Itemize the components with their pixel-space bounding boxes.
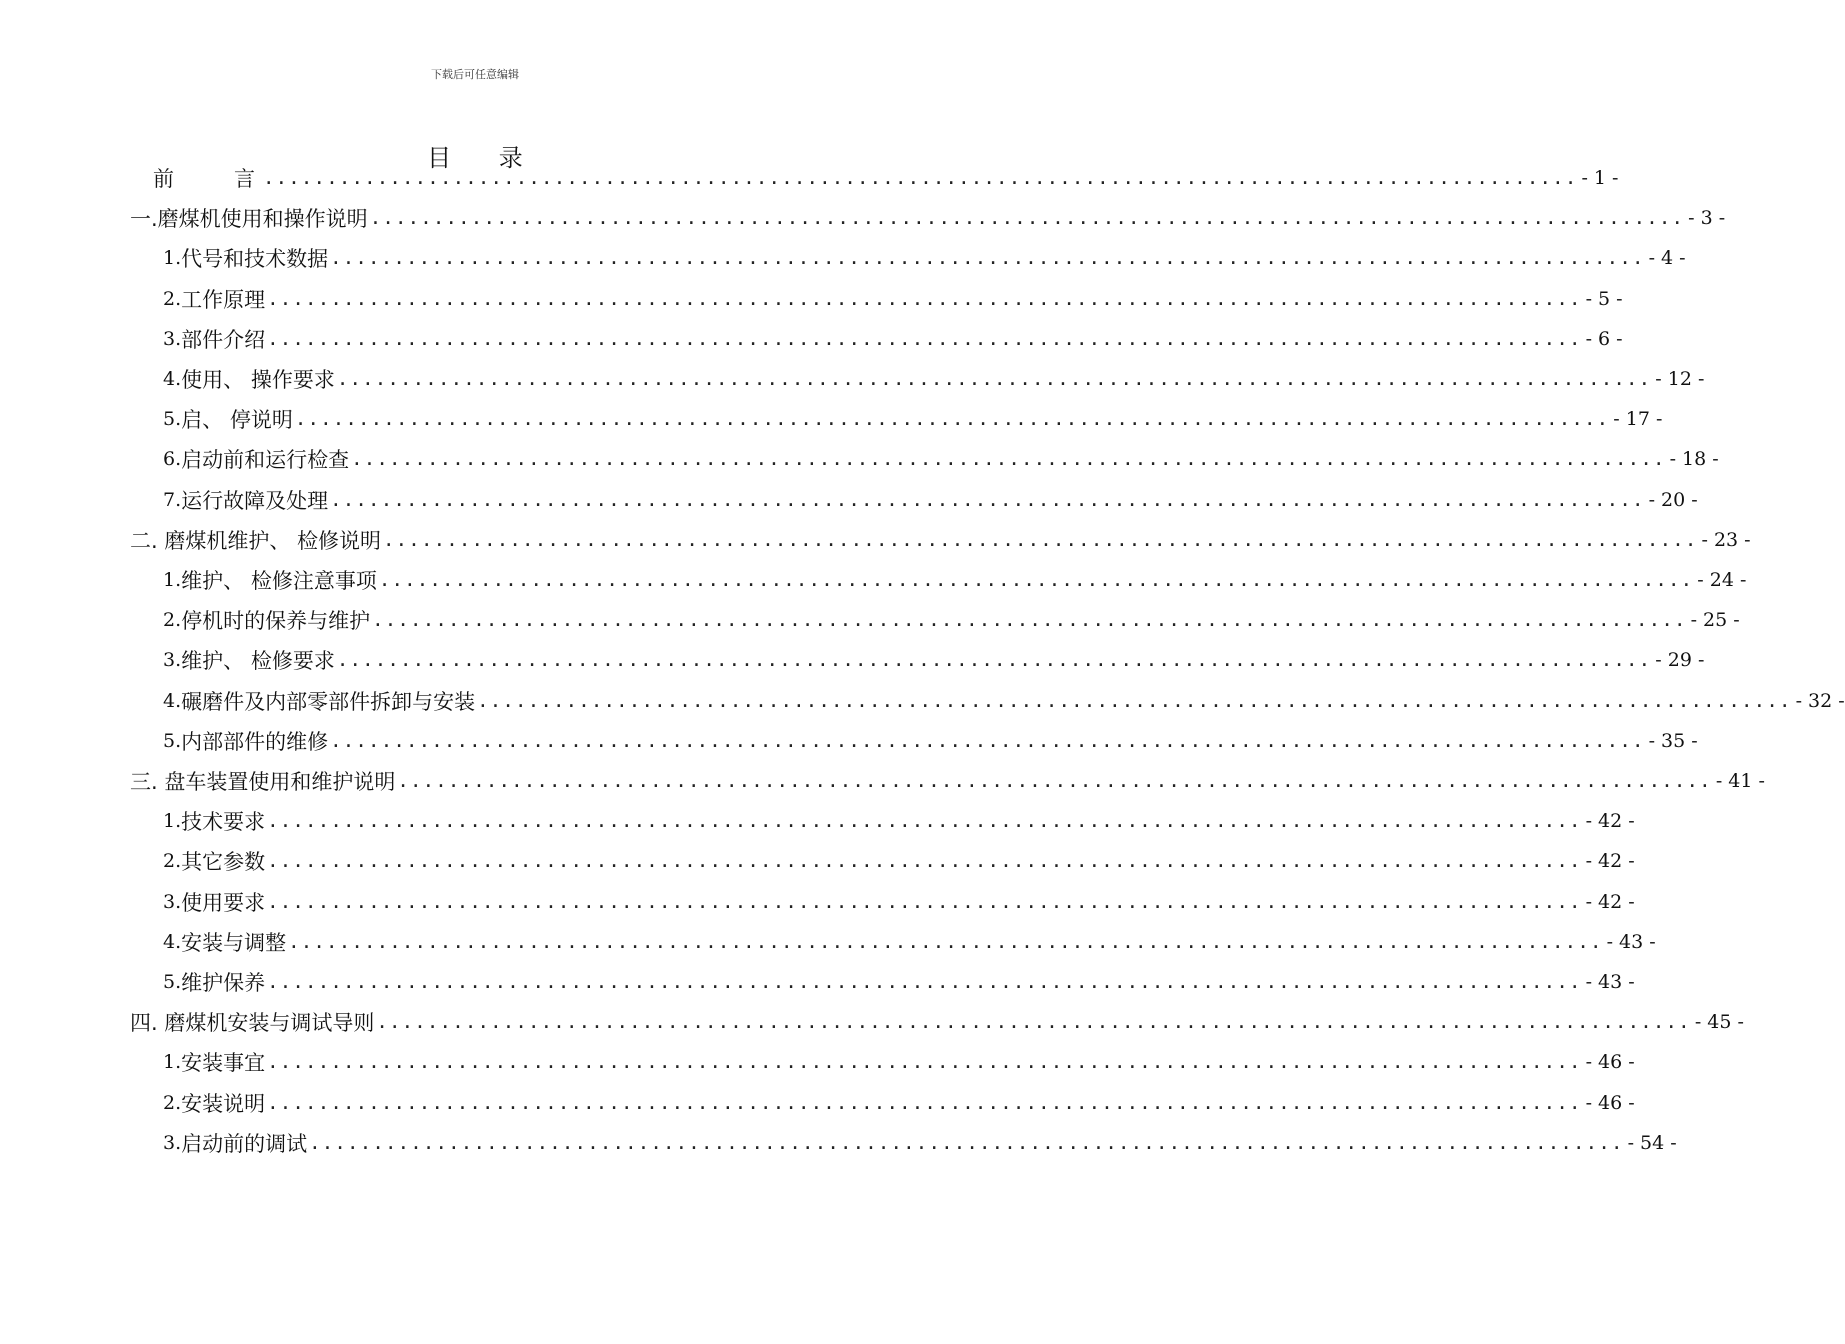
toc-entry-title: 碾磨件及内部零部件拆卸与安装: [181, 689, 476, 714]
toc-entry-page: - 42 -: [1585, 850, 1635, 873]
toc-entry-page: - 1 -: [1581, 167, 1619, 189]
toc-entry[interactable]: [163, 600, 1740, 640]
toc-title: 目 录: [427, 144, 543, 173]
toc-dot-leader: ........................................................................................................: [288, 930, 1603, 953]
toc-entry-title: 二. 磨煤机维护、 检修说明: [130, 528, 382, 553]
toc-entry-page: - 35 -: [1648, 729, 1698, 752]
toc-entry-number: 3.: [163, 1131, 182, 1154]
toc-dot-leader: ........................................................................................................: [397, 770, 1712, 792]
toc-entry[interactable]: [163, 721, 1698, 761]
toc-entry[interactable]: [163, 882, 1635, 922]
toc-entry-page: - 17 -: [1613, 408, 1663, 431]
toc-entry[interactable]: [163, 841, 1635, 881]
toc-entry[interactable]: [163, 439, 1719, 479]
toc-entry[interactable]: [163, 1083, 1635, 1123]
toc-dot-leader: ........................................................................................................: [309, 1131, 1624, 1154]
toc-dot-leader: ........................................................................................................: [267, 287, 1582, 310]
toc-entry-title: 启、 停说明: [181, 408, 293, 433]
toc-dot-leader: ........................................................................................................: [330, 247, 1645, 270]
toc-entry-page: - 43 -: [1585, 971, 1635, 993]
toc-dot-leader: ........................................................................................................: [294, 408, 1610, 431]
toc-entry-title: 启动前和运行检查: [181, 448, 350, 473]
toc-entry[interactable]: [163, 560, 1747, 600]
toc-entry[interactable]: [163, 1123, 1677, 1163]
toc-entry-number: 5.: [163, 729, 182, 752]
toc-entry-number: 1.: [163, 1051, 182, 1074]
toc-entry-number: 5.: [163, 971, 182, 993]
toc-entry-page: - 29 -: [1655, 649, 1705, 672]
toc-dot-leader: ........................................................................................................: [263, 167, 1578, 189]
toc-entry[interactable]: [163, 1042, 1635, 1082]
toc-dot-leader: ........................................................................................................: [267, 890, 1582, 913]
toc-dot-leader: ........................................................................................................: [267, 850, 1582, 873]
toc-entry[interactable]: [163, 962, 1635, 1002]
toc-entry-title: 使用要求: [181, 890, 266, 915]
toc-entry-number: 3.: [163, 890, 182, 913]
toc-entry-page: - 54 -: [1627, 1131, 1677, 1154]
toc-entry-title: 工作原理: [181, 287, 266, 312]
toc-dot-leader: ........................................................................................................: [372, 609, 1687, 632]
toc-entry-title: 三. 盘车装置使用和维护说明: [130, 770, 396, 794]
toc-entry-title: 维护保养: [181, 971, 266, 995]
toc-dot-leader: ........................................................................................................: [376, 1011, 1691, 1034]
toc-entry-number: 2.: [163, 850, 182, 873]
toc-entry-number: 2.: [163, 287, 182, 310]
toc-entry-page: - 46 -: [1585, 1051, 1635, 1074]
toc-dot-leader: ........................................................................................................: [336, 649, 1652, 672]
toc-entry[interactable]: [153, 158, 1619, 198]
toc-entry-title: 安装事宜: [181, 1051, 266, 1076]
toc-entry-page: - 43 -: [1606, 930, 1656, 953]
toc-entry[interactable]: [130, 761, 1765, 801]
toc-entry-page: - 3 -: [1688, 207, 1726, 230]
toc-entry[interactable]: [163, 279, 1623, 319]
toc-entry-number: 6.: [163, 448, 182, 471]
toc-entry-title: 前 言: [153, 167, 261, 191]
toc-entry-page: - 25 -: [1690, 609, 1740, 632]
toc-entry[interactable]: [163, 238, 1686, 278]
toc-entry-title: 代号和技术数据: [181, 247, 329, 272]
toc-entry[interactable]: [163, 359, 1705, 399]
toc-entry[interactable]: [163, 801, 1635, 841]
toc-entry-title: 维护、 检修要求: [181, 649, 335, 674]
toc-entry[interactable]: [163, 640, 1705, 680]
toc-entry[interactable]: [163, 480, 1698, 520]
toc-entry-page: - 42 -: [1585, 810, 1635, 833]
toc-entry-title: 部件介绍: [181, 327, 266, 352]
toc-entry-number: 1.: [163, 810, 182, 833]
toc-dot-leader: ........................................................................................................: [477, 689, 1792, 712]
toc-dot-leader: ........................................................................................................: [267, 1091, 1582, 1114]
toc-entry-title: 维护、 检修注意事项: [181, 569, 377, 593]
toc-dot-leader: ........................................................................................................: [330, 729, 1645, 752]
toc-dot-leader: ........................................................................................................: [267, 971, 1582, 993]
toc-entry-title: 四. 磨煤机安装与调试导则: [130, 1011, 375, 1036]
toc-entry-page: - 5 -: [1585, 287, 1623, 310]
toc-entry-number: 7.: [163, 488, 182, 511]
toc-entry[interactable]: [163, 681, 1845, 721]
toc-entry-number: 3.: [163, 327, 182, 350]
toc-entry-page: - 23 -: [1701, 528, 1751, 551]
toc-entry-title: 停机时的保养与维护: [181, 609, 371, 634]
toc-entry[interactable]: [130, 1002, 1744, 1042]
toc-dot-leader: ........................................................................................................: [330, 488, 1645, 511]
toc-entry-page: - 41 -: [1715, 770, 1765, 792]
toc-entry-page: - 32 -: [1795, 689, 1845, 712]
toc-entry[interactable]: [130, 520, 1751, 560]
toc-entry-number: 4.: [163, 368, 182, 390]
toc-entry-title: 安装与调整: [181, 930, 287, 955]
toc-entry-number: 2.: [163, 1091, 182, 1114]
toc-dot-leader: ........................................................................................................: [267, 327, 1582, 350]
toc-entry-number: 1.: [163, 569, 182, 591]
toc-entry-page: - 12 -: [1655, 368, 1705, 390]
toc-dot-leader: ........................................................................................................: [378, 569, 1694, 591]
toc-entry[interactable]: [163, 319, 1623, 359]
toc-entry-number: 1.: [163, 247, 182, 270]
toc-entry-page: - 18 -: [1669, 448, 1719, 471]
toc-entry[interactable]: [163, 922, 1656, 962]
toc-entry-title: 技术要求: [181, 810, 266, 835]
toc-entry-page: - 46 -: [1585, 1091, 1635, 1114]
toc-entry-title: 内部部件的维修: [181, 729, 329, 754]
toc-entry-number: 5.: [163, 408, 182, 431]
toc-dot-leader: ........................................................................................................: [336, 368, 1652, 390]
toc-entry-title: 其它参数: [181, 850, 266, 875]
toc-dot-leader: ........................................................................................................: [267, 1051, 1582, 1074]
toc-entry[interactable]: [130, 198, 1726, 238]
toc-entry-page: - 4 -: [1648, 247, 1686, 270]
toc-entry-number: 3.: [163, 649, 182, 672]
toc-entry-page: - 42 -: [1585, 890, 1635, 913]
toc-entry-number: 2.: [163, 609, 182, 632]
toc-dot-leader: ........................................................................................................: [383, 528, 1698, 551]
toc-entry-number: 4.: [163, 930, 182, 953]
toc-entry-page: - 24 -: [1697, 569, 1747, 591]
toc-entry-page: - 45 -: [1694, 1011, 1744, 1034]
toc-entry-title: 运行故障及处理: [181, 488, 329, 513]
toc-dot-leader: ........................................................................................................: [267, 810, 1582, 833]
toc-entry-title: 启动前的调试: [181, 1131, 308, 1156]
toc-entry-number: 4.: [163, 689, 182, 712]
header-note: 下载后可任意编辑: [431, 68, 519, 81]
toc-entry-title: 使用、 操作要求: [181, 368, 335, 392]
toc-entry[interactable]: [163, 399, 1663, 439]
toc-dot-leader: ........................................................................................................: [369, 207, 1685, 230]
toc-dot-leader: ........................................................................................................: [351, 448, 1666, 471]
toc-entry-title: 安装说明: [181, 1091, 266, 1116]
toc-entry-page: - 6 -: [1585, 327, 1623, 350]
toc-entry-title: 一.磨煤机使用和操作说明: [130, 207, 368, 232]
toc-entry-page: - 20 -: [1648, 488, 1698, 511]
